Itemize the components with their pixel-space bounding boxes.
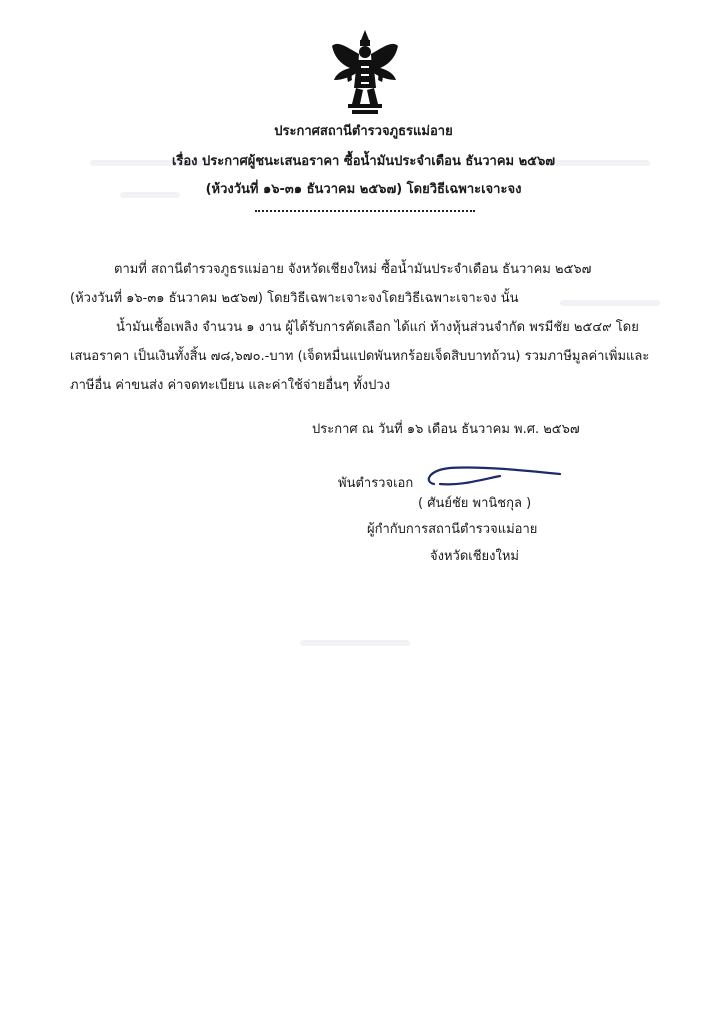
agency-title: ประกาศสถานีตำรวจภูธรแม่อาย (274, 124, 453, 139)
announcement-date: ประกาศ ณ วันที่ ๑๖ เดือน ธันวาคม พ.ศ. ๒๕๖๗ (312, 422, 580, 437)
signature-stroke (420, 462, 565, 492)
bleed-through-mark (300, 640, 410, 646)
signer-rank: พันตำรวจเอก (338, 476, 414, 491)
body-line: เสนอราคา เป็นเงินทั้งสิ้น ๗๘,๖๗๐.-บาท (เจ็ดหมื่นแปดพันหกร้อยเจ็ดสิบบาทถ้วน) รวมภาษีมูลค่าเพิ่มและ (70, 349, 650, 364)
signer-province: จังหวัดเชียงใหม่ (430, 549, 519, 564)
body-line: น้ำมันเชื้อเพลิง จำนวน ๑ งาน ผู้ได้รับการคัดเลือก ได้แก่ ห้างหุ้นส่วนจำกัด พรมีชัย ๒๕๔๙ โดย (116, 320, 639, 335)
period-line: (ห้วงวันที่ ๑๖-๓๑ ธันวาคม ๒๕๖๗) โดยวิธีเฉพาะเจาะจง (205, 182, 522, 197)
dotted-separator (255, 202, 475, 212)
bleed-through-mark (560, 300, 660, 306)
signer-name: ( ศันย์ชัย พานิชกุล ) (418, 496, 532, 511)
subject-line: เรื่อง ประกาศผู้ชนะเสนอราคา ซื้อน้ำมันประจำเดือน ธันวาคม ๒๕๖๗ (171, 154, 556, 169)
garuda-emblem-icon (330, 30, 400, 116)
signer-position: ผู้กำกับการสถานีตำรวจแม่อาย (367, 522, 538, 537)
body-line: ตามที่ สถานีตำรวจภูธรแม่อาย จังหวัดเชียงใหม่ ซื้อน้ำมันประจำเดือน ธันวาคม ๒๕๖๗ (114, 262, 592, 277)
body-line: (ห้วงวันที่ ๑๖-๓๑ ธันวาคม ๒๕๖๗) โดยวิธีเฉพาะเจาะจงโดยวิธีเฉพาะเจาะจง นั้น (70, 291, 519, 306)
body-line: ภาษีอื่น ค่าขนส่ง ค่าจดทะเบียน และค่าใช้จ่ายอื่นๆ ทั้งปวง (70, 378, 391, 393)
